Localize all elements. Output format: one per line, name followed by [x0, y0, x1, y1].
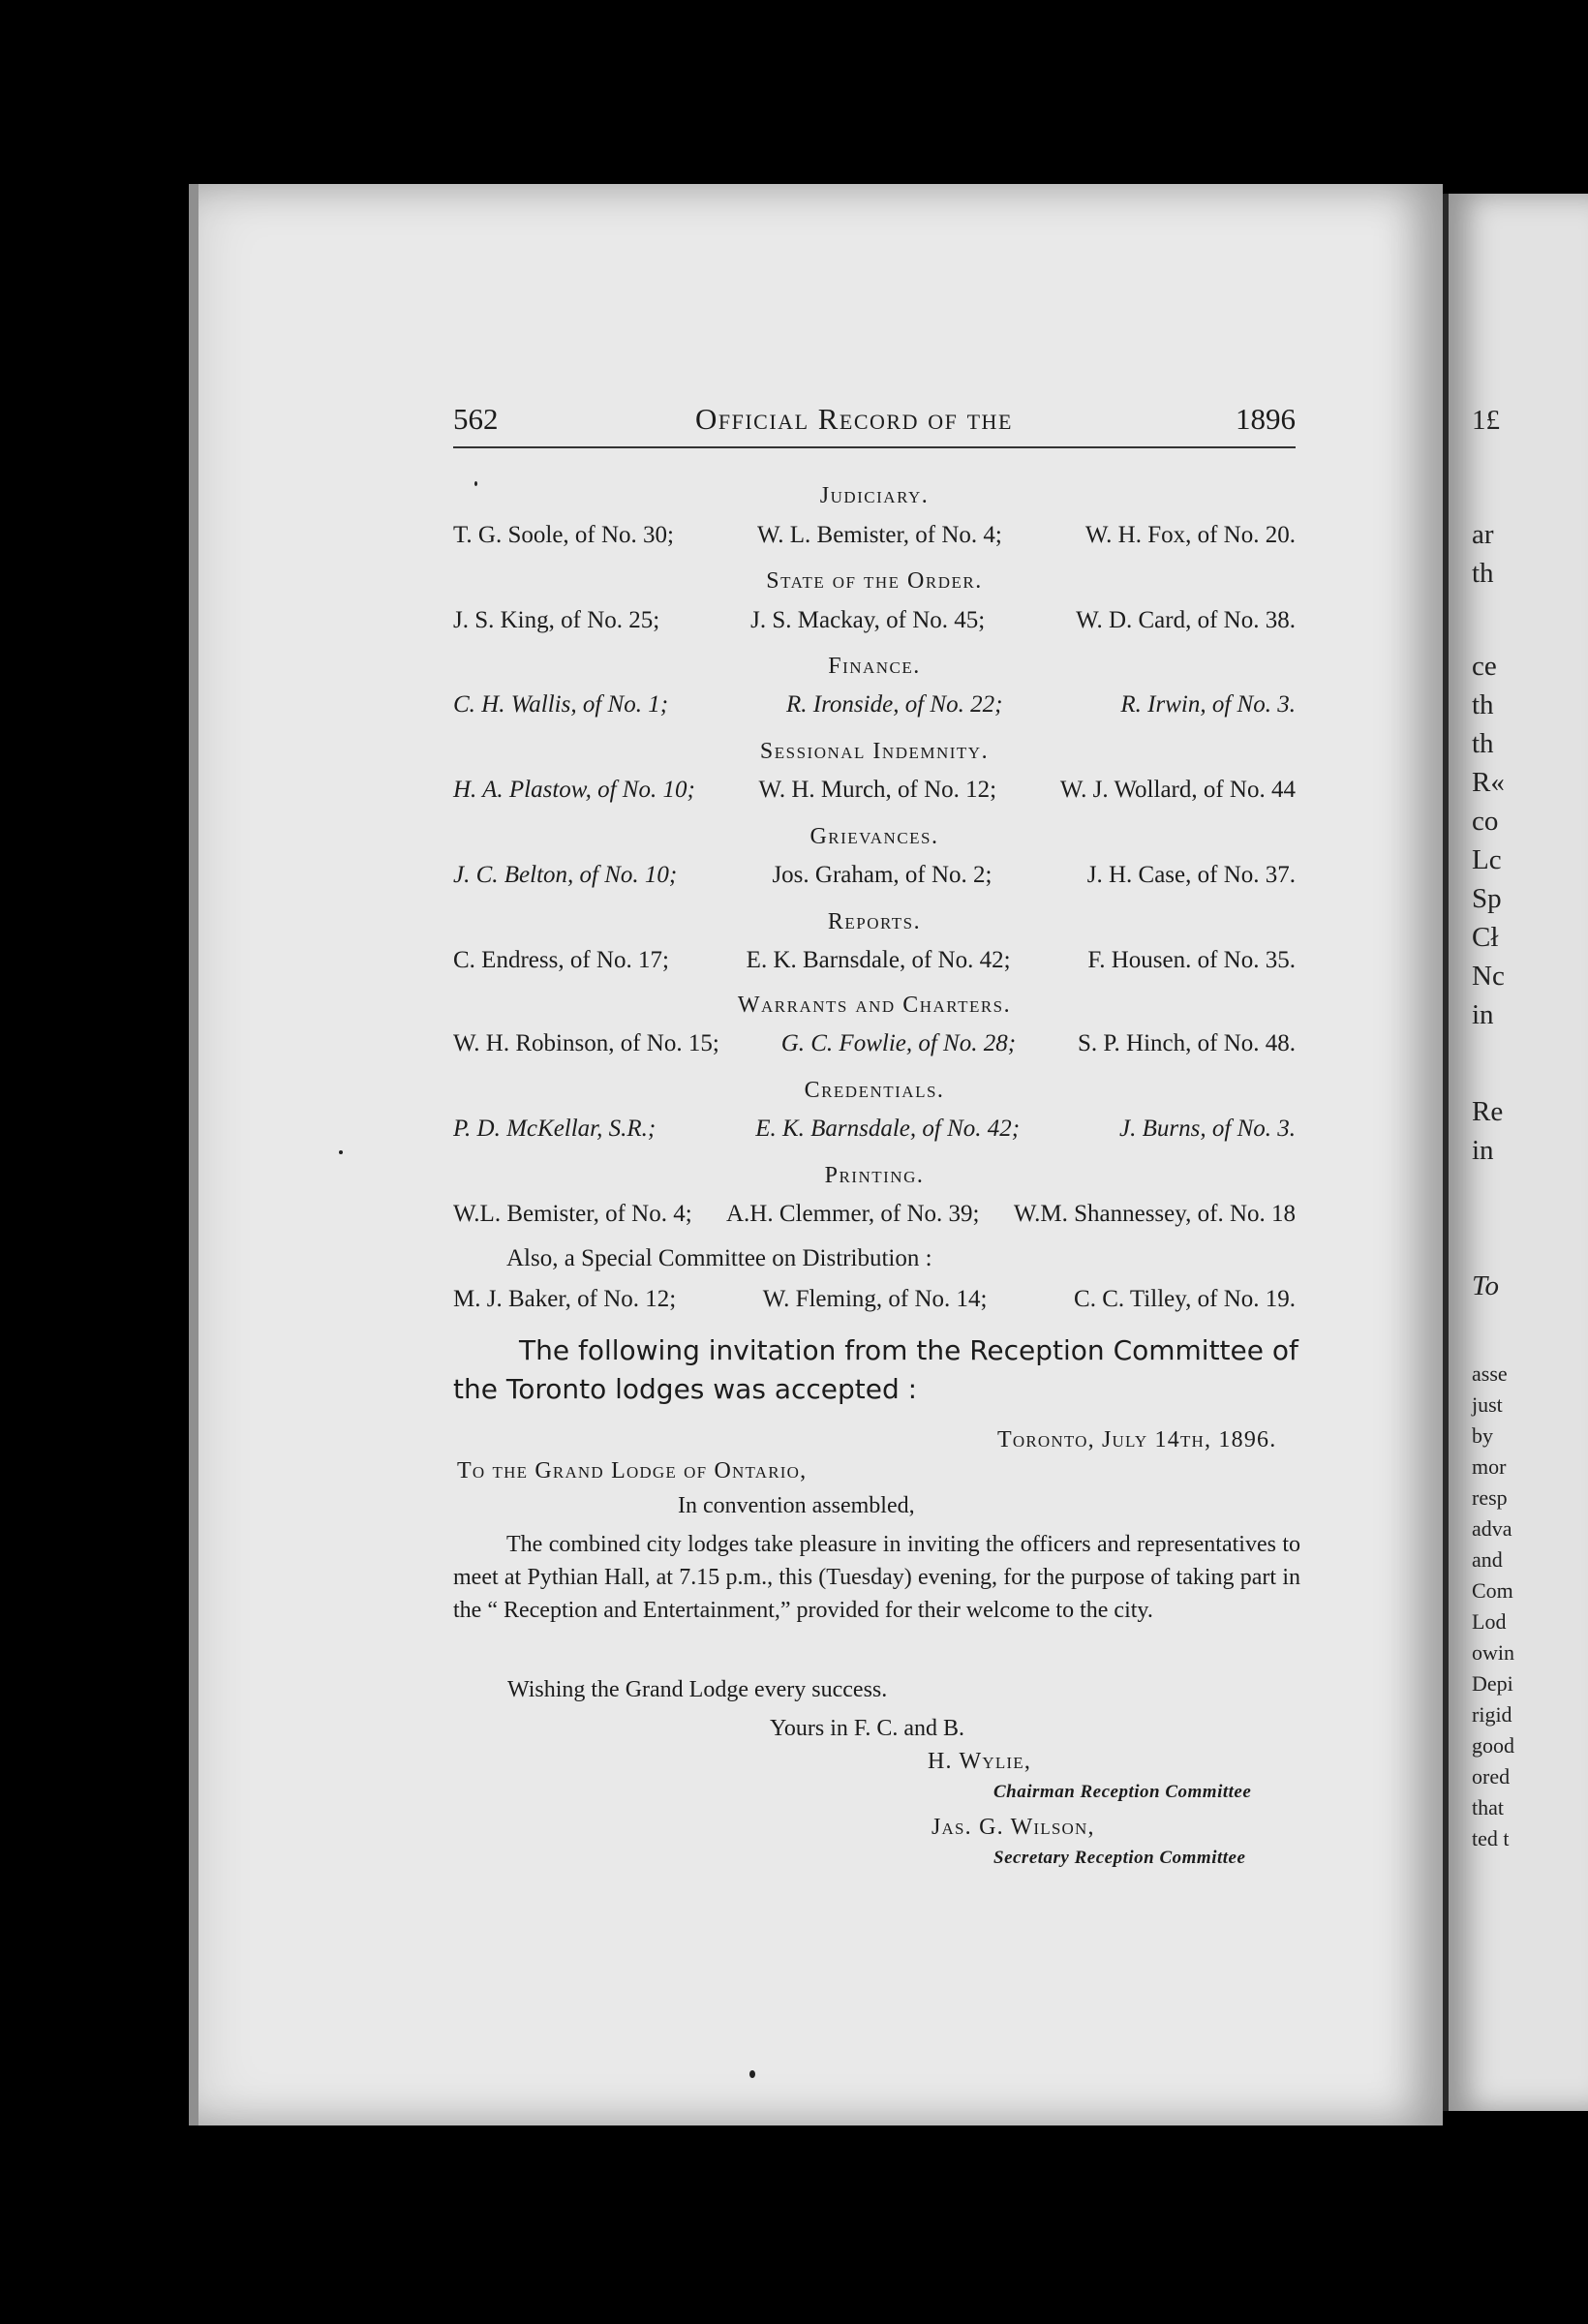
- committee-members: [453, 520, 1296, 551]
- facing-fragment: good: [1472, 1733, 1514, 1758]
- committee-heading: Sessional Indemnity.: [759, 739, 990, 764]
- facing-fragment: asse: [1472, 1361, 1508, 1386]
- committee-heading: Finance.: [828, 654, 921, 679]
- header-year: 1896: [1236, 402, 1296, 436]
- committee-heading: Grievances.: [809, 824, 939, 849]
- member: S. P. Hinch, of No. 48.: [1077, 1030, 1296, 1056]
- facing-fragment: 1£: [1472, 405, 1500, 436]
- facing-fragment: Lod: [1472, 1609, 1507, 1634]
- facing-fragment: ce: [1472, 651, 1497, 682]
- running-header: [453, 402, 1296, 448]
- member: E. K. Barnsdale, of No. 42;: [755, 1116, 1021, 1142]
- member: W.L. Bemister, of No. 4;: [453, 1201, 692, 1227]
- member: C. H. Wallis, of No. 1;: [453, 691, 669, 718]
- facing-fragment: mor: [1472, 1454, 1507, 1479]
- member: W. H. Robinson, of No. 15;: [453, 1030, 719, 1056]
- member: G. C. Fowlie, of No. 28;: [780, 1030, 1017, 1056]
- special-committee-members: [453, 1284, 1296, 1315]
- facing-fragment: th: [1472, 728, 1494, 759]
- book-page: [189, 184, 1443, 2125]
- committee-members: [453, 1114, 1296, 1145]
- facing-fragment: Cł: [1472, 922, 1499, 953]
- member: A.H. Clemmer, of No. 39;: [726, 1201, 980, 1227]
- facing-fragment: th: [1472, 558, 1494, 589]
- facing-fragment: ored: [1472, 1764, 1511, 1789]
- facing-fragment: th: [1472, 689, 1494, 720]
- special-committee-intro: Also, a Special Committee on Distribution :: [506, 1245, 932, 1271]
- member: W. H. Fox, of No. 20.: [1084, 522, 1296, 548]
- scan-speck: [339, 1150, 343, 1154]
- letter-dateline: Toronto, July 14th, 1896.: [997, 1427, 1277, 1452]
- committee-heading: Printing.: [824, 1163, 925, 1188]
- signer-1-name: H. Wylie,: [928, 1749, 1032, 1774]
- member: W. L. Bemister, of No. 4;: [756, 522, 1002, 548]
- member: E. K. Barnsdale, of No. 42;: [746, 947, 1011, 973]
- committee-heading: Judiciary.: [819, 483, 930, 508]
- letter-addressee-line2: In convention assembled,: [678, 1493, 915, 1518]
- member: J. S. King, of No. 25;: [453, 607, 660, 633]
- committee-members: [453, 1199, 1296, 1230]
- member: J. C. Belton, of No. 10;: [453, 862, 678, 888]
- scan-speck: [474, 481, 477, 486]
- facing-fragment: ar: [1472, 519, 1494, 550]
- member: W. Fleming, of No. 14;: [762, 1286, 988, 1312]
- member: R. Irwin, of No. 3.: [1120, 691, 1296, 718]
- signer-2-title: Secretary Reception Committee: [993, 1848, 1246, 1868]
- letter-body: The combined city lodges take pleasure in inviting the officers and representatives to meet at Pythian Hall, at 7.15 p.m., this (Tuesday) evening, for the purpose of taking part in the “ Reception and Entertainment,” provided for their welcome to the city.: [453, 1532, 1300, 1623]
- committee-members: [453, 689, 1296, 720]
- committee-members: [453, 860, 1296, 891]
- facing-fragment: Sp: [1472, 883, 1502, 914]
- member: R. Ironside, of No. 22;: [786, 691, 1003, 718]
- facing-fragment: and: [1472, 1547, 1503, 1572]
- facing-fragment: that: [1472, 1795, 1504, 1819]
- member: C. C. Tilley, of No. 19.: [1074, 1286, 1296, 1312]
- committee-members: [453, 945, 1296, 976]
- facing-page-edge: [1443, 194, 1588, 2111]
- facing-fragment: Re: [1472, 1096, 1504, 1127]
- committee-heading: Credentials.: [804, 1078, 945, 1103]
- committee-members: [453, 1028, 1296, 1059]
- member: W. H. Murch, of No. 12;: [758, 777, 997, 803]
- committee-members: [453, 605, 1296, 636]
- facing-fragment: Com: [1472, 1578, 1513, 1603]
- letter-wish: Wishing the Grand Lodge every success.: [507, 1677, 888, 1702]
- member: Jos. Graham, of No. 2;: [772, 862, 992, 888]
- committee-heading: Warrants and Charters.: [737, 993, 1012, 1018]
- facing-fragment: co: [1472, 806, 1499, 837]
- facing-fragment: adva: [1472, 1516, 1512, 1541]
- member: P. D. McKellar, S.R.;: [453, 1116, 657, 1142]
- facing-fragment: resp: [1472, 1485, 1508, 1510]
- member: J. H. Case, of No. 37.: [1086, 862, 1296, 888]
- signer-2-name: Jas. G. Wilson,: [931, 1815, 1095, 1840]
- member: W. D. Card, of No. 38.: [1076, 607, 1296, 633]
- member: M. J. Baker, of No. 12;: [453, 1286, 677, 1312]
- running-title: Official Record of the: [695, 402, 1013, 436]
- facing-fragment: R«: [1472, 767, 1505, 798]
- facing-fragment: Depi: [1472, 1671, 1513, 1696]
- member: J. Burns, of No. 3.: [1119, 1116, 1296, 1142]
- member: J. S. Mackay, of No. 45;: [750, 607, 986, 633]
- facing-fragment: in: [1472, 999, 1494, 1030]
- member: W.M. Shannessey, of. No. 18: [1013, 1201, 1296, 1227]
- facing-fragment: owin: [1472, 1640, 1514, 1665]
- facing-fragment: Nc: [1472, 961, 1505, 992]
- committee-heading: State of the Order.: [766, 568, 983, 594]
- facing-fragment: ted t: [1472, 1826, 1510, 1850]
- facing-fragment: To: [1472, 1270, 1499, 1301]
- member: H. A. Plastow, of No. 10;: [453, 777, 695, 803]
- letter-closing: Yours in F. C. and B.: [770, 1716, 965, 1741]
- scan-speck: [749, 2070, 755, 2078]
- facing-fragment: Lc: [1472, 844, 1502, 875]
- member: T. G. Soole, of No. 30;: [453, 522, 674, 548]
- facing-fragment: by: [1472, 1423, 1504, 1448]
- letter-addressee: To the Grand Lodge of Ontario,: [457, 1458, 808, 1483]
- facing-fragment: rigid: [1472, 1702, 1512, 1727]
- committee-members: [453, 775, 1296, 806]
- member: F. Housen. of No. 35.: [1087, 947, 1296, 973]
- page-number: 562: [453, 402, 499, 436]
- signer-1-title: Chairman Reception Committee: [993, 1782, 1252, 1802]
- facing-fragment: just: [1472, 1392, 1503, 1417]
- member: C. Endress, of No. 17;: [453, 947, 669, 973]
- member: W. J. Wollard, of No. 44: [1059, 777, 1296, 803]
- committee-heading: Reports.: [827, 909, 922, 934]
- facing-fragment: in: [1472, 1135, 1494, 1166]
- invitation-intro: The following invitation from the Reception Committee of the Toronto lodges was accepted :: [453, 1334, 1298, 1405]
